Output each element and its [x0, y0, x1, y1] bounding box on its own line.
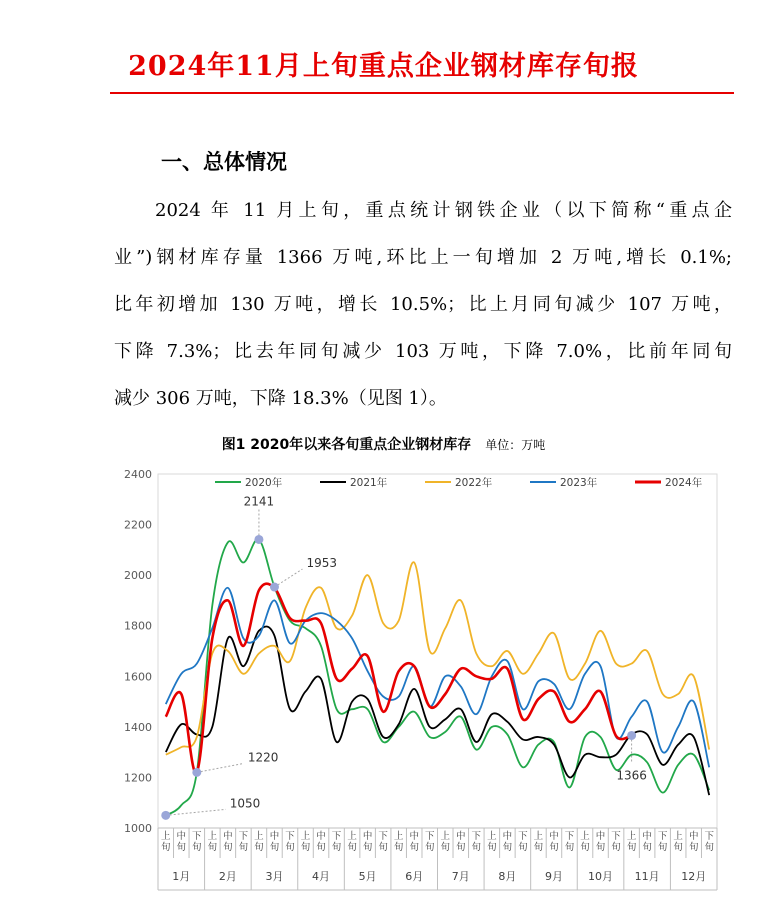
- legend-label: 2021年: [350, 477, 388, 489]
- series-line-2023年: [166, 588, 709, 768]
- chart-title-row: [0, 434, 767, 454]
- x-period-label: 旬: [192, 842, 202, 853]
- x-period-label: 上: [673, 831, 683, 842]
- x-month-label: 9月: [544, 870, 563, 883]
- x-period-label: 下: [564, 831, 575, 842]
- x-period-label: 中: [595, 831, 606, 842]
- x-period-label: 旬: [456, 842, 466, 853]
- x-period-label: 旬: [223, 842, 233, 853]
- paragraph-line: 2024 年 11 月上旬，重点统计钢铁企业（以下简称“重点企: [155, 200, 732, 221]
- x-period-label: 中: [362, 831, 373, 842]
- x-period-label: 旬: [331, 842, 342, 853]
- x-period-label: 旬: [176, 842, 187, 853]
- x-period-label: 旬: [533, 842, 544, 853]
- x-period-label: 上: [440, 831, 451, 842]
- annotation-marker: [193, 768, 201, 776]
- x-period-label: 上: [254, 831, 264, 842]
- x-period-label: 下: [424, 831, 435, 842]
- x-period-label: 旬: [657, 842, 668, 853]
- x-period-label: 旬: [502, 842, 513, 853]
- x-month-label: 10月: [588, 870, 614, 883]
- x-period-label: 上: [207, 831, 218, 842]
- x-period-label: 旬: [285, 842, 295, 853]
- legend-label: 2022年: [455, 477, 493, 489]
- x-period-label: 上: [626, 831, 637, 842]
- x-period-label: 旬: [673, 842, 683, 853]
- x-period-label: 旬: [688, 842, 699, 853]
- x-period-label: 中: [502, 831, 513, 842]
- title-underline: [110, 92, 734, 94]
- x-period-label: 下: [657, 831, 668, 842]
- annotation-leader: [197, 763, 244, 772]
- x-period-label: 旬: [238, 842, 249, 853]
- x-period-label: 旬: [300, 842, 311, 853]
- paragraph-line: 业”)钢材库存量 1366 万吨,环比上一旬增加 2 万吨,增长 0.1%;: [114, 247, 732, 268]
- x-period-label: 旬: [471, 842, 482, 853]
- y-tick-label: 2200: [124, 518, 152, 532]
- legend-label: 2024年: [665, 477, 703, 489]
- x-period-label: 下: [611, 831, 621, 842]
- y-tick-label: 1200: [124, 771, 152, 785]
- x-period-label: 下: [518, 831, 528, 842]
- x-period-label: 旬: [595, 842, 606, 853]
- annotation-label: 1220: [247, 750, 279, 765]
- x-month-label: 11月: [634, 870, 660, 883]
- y-tick-label: 1400: [124, 720, 152, 734]
- y-tick-label: 2400: [124, 468, 152, 481]
- legend-label: 2020年: [245, 477, 283, 489]
- x-period-label: 中: [316, 831, 326, 842]
- x-period-label: 旬: [549, 842, 559, 853]
- x-period-label: 上: [161, 831, 171, 842]
- x-period-label: 旬: [424, 842, 435, 853]
- x-period-label: 旬: [393, 842, 404, 853]
- x-period-label: 旬: [626, 842, 637, 853]
- x-period-label: 中: [688, 831, 699, 842]
- x-period-label: 中: [223, 831, 233, 842]
- y-tick-label: 2000: [124, 569, 152, 583]
- x-month-label: 7月: [451, 870, 470, 883]
- x-period-label: 中: [269, 831, 280, 842]
- x-period-label: 旬: [487, 842, 497, 853]
- y-tick-label: 1600: [124, 670, 152, 684]
- x-period-label: 旬: [611, 842, 621, 853]
- x-period-label: 旬: [316, 842, 326, 853]
- chart-unit: 单位：万吨: [485, 438, 546, 452]
- inventory-line-chart: [110, 458, 740, 898]
- x-period-label: 旬: [409, 842, 419, 853]
- x-period-label: 下: [192, 831, 202, 842]
- x-period-label: 旬: [362, 842, 373, 853]
- x-period-label: 旬: [440, 842, 451, 853]
- x-period-label: 上: [300, 831, 311, 842]
- annotation-marker: [162, 811, 170, 819]
- x-period-label: 下: [285, 831, 295, 842]
- annotation-marker: [628, 731, 636, 739]
- annotation-marker: [255, 535, 263, 543]
- x-month-label: 12月: [681, 870, 707, 883]
- paragraph-line: 减少 306 万吨，下降 18.3%（见图 1）。: [114, 388, 447, 409]
- x-month-label: 3月: [265, 870, 284, 883]
- x-month-label: 2月: [218, 870, 237, 883]
- x-period-label: 中: [456, 831, 466, 842]
- x-period-label: 下: [378, 831, 388, 842]
- chart-title: 图1 2020年以来各旬重点企业钢材库存: [221, 437, 472, 453]
- x-period-label: 上: [393, 831, 404, 842]
- annotation-label: 2141: [243, 494, 275, 509]
- x-period-label: 上: [533, 831, 544, 842]
- x-period-label: 旬: [269, 842, 280, 853]
- x-period-label: 上: [487, 831, 497, 842]
- x-period-label: 中: [176, 831, 187, 842]
- y-tick-label: 1000: [124, 822, 152, 835]
- x-period-label: 旬: [207, 842, 218, 853]
- report-title: 2024年11月上旬重点企业钢材库存旬报: [128, 51, 639, 82]
- x-period-label: 下: [471, 831, 482, 842]
- summary-paragraph: [114, 187, 732, 422]
- x-period-label: 中: [642, 831, 652, 842]
- x-period-label: 旬: [642, 842, 652, 853]
- x-period-label: 中: [549, 831, 559, 842]
- x-period-label: 下: [238, 831, 249, 842]
- x-period-label: 下: [331, 831, 342, 842]
- paragraph-line: 下降 7.3%；比去年同旬减少 103 万吨，下降 7.0%，比前年同旬: [114, 341, 732, 362]
- x-month-label: 5月: [358, 870, 377, 883]
- annotation-label: 1953: [306, 556, 338, 571]
- x-period-label: 下: [704, 831, 714, 842]
- x-period-label: 旬: [564, 842, 575, 853]
- x-period-label: 上: [347, 831, 357, 842]
- x-period-label: 旬: [347, 842, 357, 853]
- paragraph-line: 比年初增加 130 万吨，增长 10.5%；比上月同旬减少 107 万吨，: [114, 294, 732, 315]
- section-heading: 一、总体情况: [161, 150, 287, 174]
- x-month-label: 8月: [498, 870, 517, 883]
- x-period-label: 旬: [580, 842, 590, 853]
- x-period-label: 旬: [378, 842, 388, 853]
- annotation-marker: [270, 583, 278, 591]
- x-month-label: 6月: [405, 870, 424, 883]
- x-month-label: 4月: [312, 870, 331, 883]
- y-tick-label: 1800: [124, 619, 152, 633]
- annotation-leader: [274, 569, 302, 587]
- x-period-label: 旬: [254, 842, 264, 853]
- x-month-label: 1月: [172, 870, 191, 883]
- x-period-label: 中: [409, 831, 419, 842]
- x-period-label: 旬: [161, 842, 171, 853]
- legend-label: 2023年: [560, 477, 598, 489]
- x-period-label: 旬: [518, 842, 528, 853]
- x-period-label: 旬: [704, 842, 714, 853]
- annotation-label: 1366: [616, 768, 647, 783]
- annotation-label: 1050: [229, 796, 261, 811]
- x-period-label: 上: [580, 831, 590, 842]
